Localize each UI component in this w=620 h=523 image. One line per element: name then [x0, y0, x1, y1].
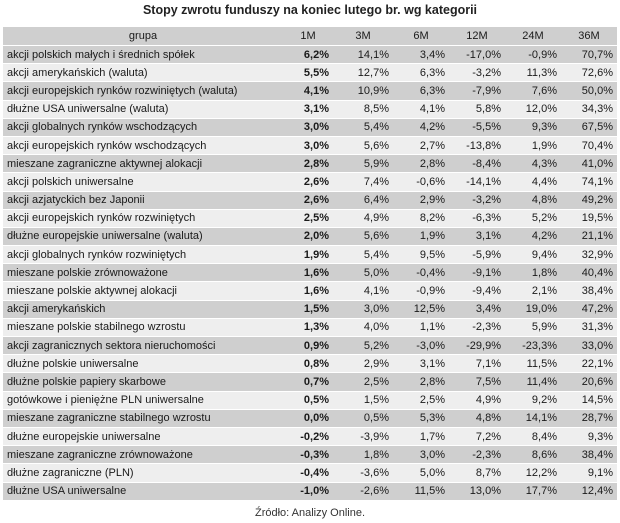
category-cell: akcji azjatyckich bez Japonii: [3, 191, 283, 209]
value-cell-6m: 9,5%: [393, 246, 449, 264]
value-cell-6m: 2,8%: [393, 155, 449, 173]
value-cell-12m: -13,8%: [449, 136, 505, 154]
value-cell-1m: 3,1%: [283, 100, 333, 118]
table-row: [3, 337, 617, 355]
value-cell-1m: 0,9%: [283, 337, 333, 355]
value-cell-12m: -14,1%: [449, 173, 505, 191]
value-cell-36m: 38,4%: [561, 446, 617, 464]
value-cell-36m: 22,1%: [561, 355, 617, 373]
value-cell-36m: 47,2%: [561, 300, 617, 318]
category-cell: akcji europejskich rynków wschodzących: [3, 136, 283, 154]
value-cell-24m: 11,4%: [505, 373, 561, 391]
table-row: [3, 355, 617, 373]
category-cell: akcji europejskich rynków rozwiniętych: [3, 209, 283, 227]
value-cell-12m: 3,1%: [449, 227, 505, 245]
value-cell-1m: -0,3%: [283, 446, 333, 464]
value-cell-24m: 4,8%: [505, 191, 561, 209]
value-cell-6m: 2,8%: [393, 373, 449, 391]
value-cell-1m: 0,5%: [283, 391, 333, 409]
table-row: [3, 209, 617, 227]
value-cell-6m: -0,4%: [393, 264, 449, 282]
value-cell-6m: 6,3%: [393, 64, 449, 82]
value-cell-24m: -23,3%: [505, 337, 561, 355]
table-row: [3, 482, 617, 500]
value-cell-24m: 2,1%: [505, 282, 561, 300]
value-cell-12m: 7,5%: [449, 373, 505, 391]
value-cell-36m: 41,0%: [561, 155, 617, 173]
value-cell-6m: 12,5%: [393, 300, 449, 318]
category-cell: dłużne USA uniwersalne: [3, 482, 283, 500]
value-cell-3m: 2,9%: [333, 355, 393, 373]
value-cell-1m: 2,6%: [283, 173, 333, 191]
value-cell-1m: 2,8%: [283, 155, 333, 173]
value-cell-3m: 2,5%: [333, 373, 393, 391]
column-header-24m: 24M: [505, 27, 561, 46]
column-header-6m: 6M: [393, 27, 449, 46]
category-cell: dłużne europejskie uniwersalne: [3, 427, 283, 445]
value-cell-24m: 4,2%: [505, 227, 561, 245]
value-cell-1m: 3,0%: [283, 118, 333, 136]
value-cell-6m: 1,7%: [393, 427, 449, 445]
value-cell-1m: -0,4%: [283, 464, 333, 482]
value-cell-6m: 5,3%: [393, 409, 449, 427]
value-cell-24m: 8,6%: [505, 446, 561, 464]
value-cell-3m: -3,9%: [333, 427, 393, 445]
value-cell-12m: -2,3%: [449, 318, 505, 336]
category-cell: akcji globalnych rynków wschodzących: [3, 118, 283, 136]
value-cell-6m: 8,2%: [393, 209, 449, 227]
column-header-12m: 12M: [449, 27, 505, 46]
category-cell: dłużne europejskie uniwersalne (waluta): [3, 227, 283, 245]
column-header-group: grupa: [3, 27, 283, 46]
value-cell-24m: 14,1%: [505, 409, 561, 427]
value-cell-36m: 14,5%: [561, 391, 617, 409]
category-cell: mieszane zagraniczne stabilnego wzrostu: [3, 409, 283, 427]
value-cell-3m: 5,9%: [333, 155, 393, 173]
table-row: [3, 264, 617, 282]
value-cell-3m: 5,6%: [333, 227, 393, 245]
value-cell-36m: 12,4%: [561, 482, 617, 500]
value-cell-1m: 4,1%: [283, 82, 333, 100]
category-cell: akcji zagranicznych sektora nieruchomości: [3, 337, 283, 355]
table-header-row: [3, 27, 617, 46]
category-cell: akcji globalnych rynków rozwiniętych: [3, 246, 283, 264]
value-cell-12m: -7,9%: [449, 82, 505, 100]
category-cell: mieszane polskie aktywnej alokacji: [3, 282, 283, 300]
table-row: [3, 318, 617, 336]
value-cell-6m: -0,6%: [393, 173, 449, 191]
value-cell-6m: 11,5%: [393, 482, 449, 500]
value-cell-24m: 7,6%: [505, 82, 561, 100]
category-cell: gotówkowe i pieniężne PLN uniwersalne: [3, 391, 283, 409]
value-cell-12m: 8,7%: [449, 464, 505, 482]
value-cell-1m: 1,6%: [283, 264, 333, 282]
value-cell-36m: 31,3%: [561, 318, 617, 336]
value-cell-36m: 70,4%: [561, 136, 617, 154]
value-cell-1m: 5,5%: [283, 64, 333, 82]
value-cell-1m: 0,0%: [283, 409, 333, 427]
category-cell: akcji amerykańskich: [3, 300, 283, 318]
value-cell-12m: 4,9%: [449, 391, 505, 409]
value-cell-3m: -3,6%: [333, 464, 393, 482]
value-cell-24m: -0,9%: [505, 46, 561, 64]
table-row: [3, 300, 617, 318]
value-cell-12m: -29,9%: [449, 337, 505, 355]
returns-table: [3, 27, 617, 501]
value-cell-1m: 0,8%: [283, 355, 333, 373]
value-cell-24m: 1,8%: [505, 264, 561, 282]
value-cell-3m: 8,5%: [333, 100, 393, 118]
table-row: [3, 446, 617, 464]
value-cell-3m: 1,8%: [333, 446, 393, 464]
value-cell-24m: 19,0%: [505, 300, 561, 318]
category-cell: dłużne zagraniczne (PLN): [3, 464, 283, 482]
value-cell-24m: 8,4%: [505, 427, 561, 445]
value-cell-36m: 19,5%: [561, 209, 617, 227]
category-cell: mieszane polskie zrównoważone: [3, 264, 283, 282]
value-cell-24m: 17,7%: [505, 482, 561, 500]
table-row: [3, 155, 617, 173]
category-cell: dłużne USA uniwersalne (waluta): [3, 100, 283, 118]
value-cell-36m: 70,7%: [561, 46, 617, 64]
table-row: [3, 136, 617, 154]
value-cell-6m: 2,9%: [393, 191, 449, 209]
value-cell-1m: 6,2%: [283, 46, 333, 64]
value-cell-12m: -2,3%: [449, 446, 505, 464]
table-row: [3, 391, 617, 409]
value-cell-24m: 11,5%: [505, 355, 561, 373]
value-cell-36m: 40,4%: [561, 264, 617, 282]
category-cell: akcji polskich małych i średnich spółek: [3, 46, 283, 64]
value-cell-1m: 3,0%: [283, 136, 333, 154]
value-cell-6m: 2,7%: [393, 136, 449, 154]
value-cell-36m: 9,1%: [561, 464, 617, 482]
table-row: [3, 82, 617, 100]
table-body: [3, 46, 617, 501]
value-cell-24m: 9,4%: [505, 246, 561, 264]
column-header-36m: 36M: [561, 27, 617, 46]
value-cell-1m: 2,6%: [283, 191, 333, 209]
value-cell-12m: 4,8%: [449, 409, 505, 427]
value-cell-36m: 74,1%: [561, 173, 617, 191]
value-cell-3m: 12,7%: [333, 64, 393, 82]
category-cell: dłużne polskie uniwersalne: [3, 355, 283, 373]
value-cell-6m: 4,1%: [393, 100, 449, 118]
value-cell-3m: 6,4%: [333, 191, 393, 209]
value-cell-24m: 12,2%: [505, 464, 561, 482]
value-cell-12m: -5,9%: [449, 246, 505, 264]
table-row: [3, 100, 617, 118]
value-cell-24m: 11,3%: [505, 64, 561, 82]
value-cell-3m: 5,4%: [333, 118, 393, 136]
table-row: [3, 464, 617, 482]
value-cell-6m: 5,0%: [393, 464, 449, 482]
source-note: Źródło: Analizy Online.: [254, 507, 366, 519]
category-cell: mieszane zagraniczne zrównoważone: [3, 446, 283, 464]
table-row: [3, 173, 617, 191]
value-cell-12m: 5,8%: [449, 100, 505, 118]
value-cell-24m: 9,2%: [505, 391, 561, 409]
value-cell-6m: 4,2%: [393, 118, 449, 136]
table-row: [3, 191, 617, 209]
table-row: [3, 427, 617, 445]
value-cell-12m: 7,1%: [449, 355, 505, 373]
value-cell-1m: 2,5%: [283, 209, 333, 227]
value-cell-6m: 1,1%: [393, 318, 449, 336]
category-cell: mieszane polskie stabilnego wzrostu: [3, 318, 283, 336]
value-cell-12m: 3,4%: [449, 300, 505, 318]
table-row: [3, 409, 617, 427]
table-row: [3, 227, 617, 245]
value-cell-12m: -17,0%: [449, 46, 505, 64]
value-cell-3m: 4,9%: [333, 209, 393, 227]
value-cell-1m: 0,7%: [283, 373, 333, 391]
value-cell-36m: 67,5%: [561, 118, 617, 136]
value-cell-12m: -5,5%: [449, 118, 505, 136]
value-cell-1m: -0,2%: [283, 427, 333, 445]
column-header-1m: 1M: [283, 27, 333, 46]
value-cell-1m: 1,5%: [283, 300, 333, 318]
value-cell-3m: 4,0%: [333, 318, 393, 336]
value-cell-3m: 14,1%: [333, 46, 393, 64]
value-cell-6m: 3,0%: [393, 446, 449, 464]
category-cell: dłużne polskie papiery skarbowe: [3, 373, 283, 391]
table-row: [3, 46, 617, 64]
value-cell-12m: -9,4%: [449, 282, 505, 300]
value-cell-24m: 12,0%: [505, 100, 561, 118]
value-cell-36m: 34,3%: [561, 100, 617, 118]
category-cell: akcji europejskich rynków rozwiniętych (waluta): [3, 82, 283, 100]
category-cell: akcji polskich uniwersalne: [3, 173, 283, 191]
value-cell-36m: 38,4%: [561, 282, 617, 300]
value-cell-36m: 32,9%: [561, 246, 617, 264]
value-cell-1m: -1,0%: [283, 482, 333, 500]
value-cell-12m: -3,2%: [449, 64, 505, 82]
value-cell-1m: 1,3%: [283, 318, 333, 336]
value-cell-36m: 20,6%: [561, 373, 617, 391]
value-cell-24m: 5,2%: [505, 209, 561, 227]
value-cell-12m: -8,4%: [449, 155, 505, 173]
value-cell-36m: 21,1%: [561, 227, 617, 245]
value-cell-1m: 1,9%: [283, 246, 333, 264]
value-cell-3m: 1,5%: [333, 391, 393, 409]
value-cell-6m: 3,1%: [393, 355, 449, 373]
table-row: [3, 118, 617, 136]
value-cell-3m: 5,2%: [333, 337, 393, 355]
value-cell-36m: 72,6%: [561, 64, 617, 82]
value-cell-6m: 1,9%: [393, 227, 449, 245]
value-cell-6m: 3,4%: [393, 46, 449, 64]
value-cell-3m: -2,6%: [333, 482, 393, 500]
value-cell-6m: -3,0%: [393, 337, 449, 355]
value-cell-36m: 49,2%: [561, 191, 617, 209]
chart-title: Stopy zwrotu funduszy na koniec lutego br. wg kategorii: [142, 3, 478, 17]
value-cell-24m: 9,3%: [505, 118, 561, 136]
value-cell-12m: -3,2%: [449, 191, 505, 209]
value-cell-36m: 33,0%: [561, 337, 617, 355]
table-row: [3, 64, 617, 82]
value-cell-24m: 1,9%: [505, 136, 561, 154]
table-row: [3, 246, 617, 264]
value-cell-3m: 10,9%: [333, 82, 393, 100]
table-row: [3, 373, 617, 391]
value-cell-24m: 4,4%: [505, 173, 561, 191]
value-cell-6m: -0,9%: [393, 282, 449, 300]
value-cell-3m: 5,6%: [333, 136, 393, 154]
value-cell-3m: 4,1%: [333, 282, 393, 300]
value-cell-3m: 5,0%: [333, 264, 393, 282]
table-row: [3, 282, 617, 300]
category-cell: mieszane zagraniczne aktywnej alokacji: [3, 155, 283, 173]
value-cell-36m: 50,0%: [561, 82, 617, 100]
value-cell-24m: 5,9%: [505, 318, 561, 336]
value-cell-3m: 0,5%: [333, 409, 393, 427]
value-cell-12m: -6,3%: [449, 209, 505, 227]
value-cell-12m: 13,0%: [449, 482, 505, 500]
value-cell-3m: 5,4%: [333, 246, 393, 264]
value-cell-24m: 4,3%: [505, 155, 561, 173]
value-cell-12m: 7,2%: [449, 427, 505, 445]
value-cell-6m: 6,3%: [393, 82, 449, 100]
value-cell-6m: 2,5%: [393, 391, 449, 409]
value-cell-1m: 1,6%: [283, 282, 333, 300]
value-cell-12m: -9,1%: [449, 264, 505, 282]
value-cell-36m: 28,7%: [561, 409, 617, 427]
value-cell-1m: 2,0%: [283, 227, 333, 245]
value-cell-36m: 9,3%: [561, 427, 617, 445]
category-cell: akcji amerykańskich (waluta): [3, 64, 283, 82]
value-cell-3m: 7,4%: [333, 173, 393, 191]
value-cell-3m: 3,0%: [333, 300, 393, 318]
column-header-3m: 3M: [333, 27, 393, 46]
